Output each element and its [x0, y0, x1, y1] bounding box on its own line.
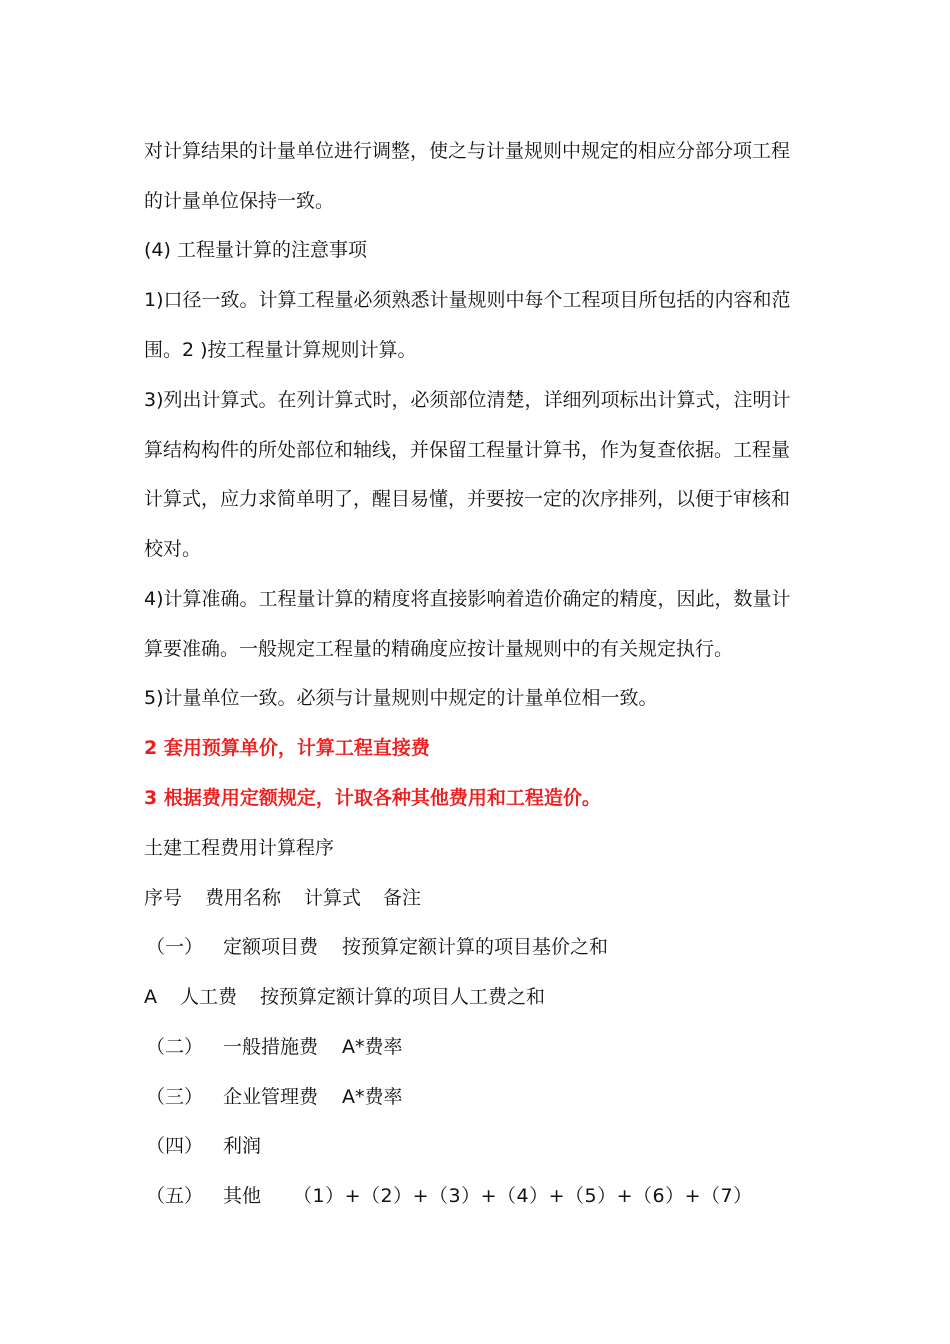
paragraph-line: 1)口径一致。计算工程量必须熟悉计量规则中每个工程项目所包括的内容和范: [144, 289, 791, 311]
paragraph-line: 的计量单位保持一致。: [144, 190, 335, 212]
section-subheading: (4) 工程量计算的注意事项: [144, 239, 367, 261]
paragraph-line: 3)列出计算式。在列计算式时，必须部位清楚，详细列项标出计算式，注明计: [144, 389, 791, 411]
paragraph-line: 5)计量单位一致。必须与计量规则中规定的计量单位相一致。: [144, 687, 658, 709]
paragraph-line: 校对。: [144, 538, 202, 560]
row-fee-name: 定额项目费: [223, 936, 319, 958]
header-cell: 计算式: [304, 887, 362, 909]
row-number: （四）: [146, 1135, 204, 1157]
paragraph-line: 对计算结果的计量单位进行调整，使之与计量规则中规定的相应分部分项工程: [144, 140, 791, 162]
row-formula: A*费率: [342, 1036, 403, 1058]
paragraph-line: 围。2 )按工程量计算规则计算。: [144, 339, 417, 361]
section-heading: 3 根据费用定额规定，计取各种其他费用和工程造价。: [144, 787, 601, 809]
row-fee-name: 其他: [223, 1185, 262, 1207]
row-formula: （1）+（2）+（3）+（4）+（5）+（6）+（7）: [293, 1185, 753, 1207]
row-number: （二）: [146, 1036, 204, 1058]
row-fee-name: 一般措施费: [223, 1036, 319, 1058]
row-fee-name: 人工费: [180, 986, 238, 1008]
fee-table-header: [144, 886, 421, 910]
paragraph-line: 计算式，应力求简单明了，醒目易懂，并要按一定的次序排列，以便于审核和: [144, 488, 791, 510]
row-fee-name: 企业管理费: [223, 1086, 319, 1108]
row-formula: 按预算定额计算的项目基价之和: [342, 936, 609, 958]
row-number: （三）: [146, 1086, 204, 1108]
fee-table-row: [146, 1035, 403, 1059]
header-cell: 备注: [383, 887, 422, 909]
header-cell: 序号: [144, 887, 183, 909]
fee-table-row: [146, 1184, 753, 1208]
header-cell: 费用名称: [205, 887, 282, 909]
row-number: （五）: [146, 1185, 204, 1207]
section-heading: 2 套用预算单价，计算工程直接费: [144, 737, 430, 759]
fee-table-row: [144, 985, 545, 1009]
fee-table-row: [146, 1085, 403, 1109]
row-formula: 按预算定额计算的项目人工费之和: [260, 986, 546, 1008]
row-number: （一）: [146, 936, 204, 958]
fee-table-row: [146, 1134, 342, 1158]
paragraph-line: 4)计算准确。工程量计算的精度将直接影响着造价确定的精度，因此，数量计: [144, 588, 791, 610]
row-fee-name: 利润: [223, 1135, 262, 1157]
fee-table-title: 土建工程费用计算程序: [144, 837, 335, 859]
row-number: A: [144, 986, 157, 1008]
paragraph-line: 算要准确。一般规定工程量的精确度应按计量规则中的有关规定执行。: [144, 638, 734, 660]
paragraph-line: 算结构构件的所处部位和轴线，并保留工程量计算书，作为复查依据。工程量: [144, 439, 791, 461]
fee-table-row: [146, 935, 608, 959]
row-formula: A*费率: [342, 1086, 403, 1108]
